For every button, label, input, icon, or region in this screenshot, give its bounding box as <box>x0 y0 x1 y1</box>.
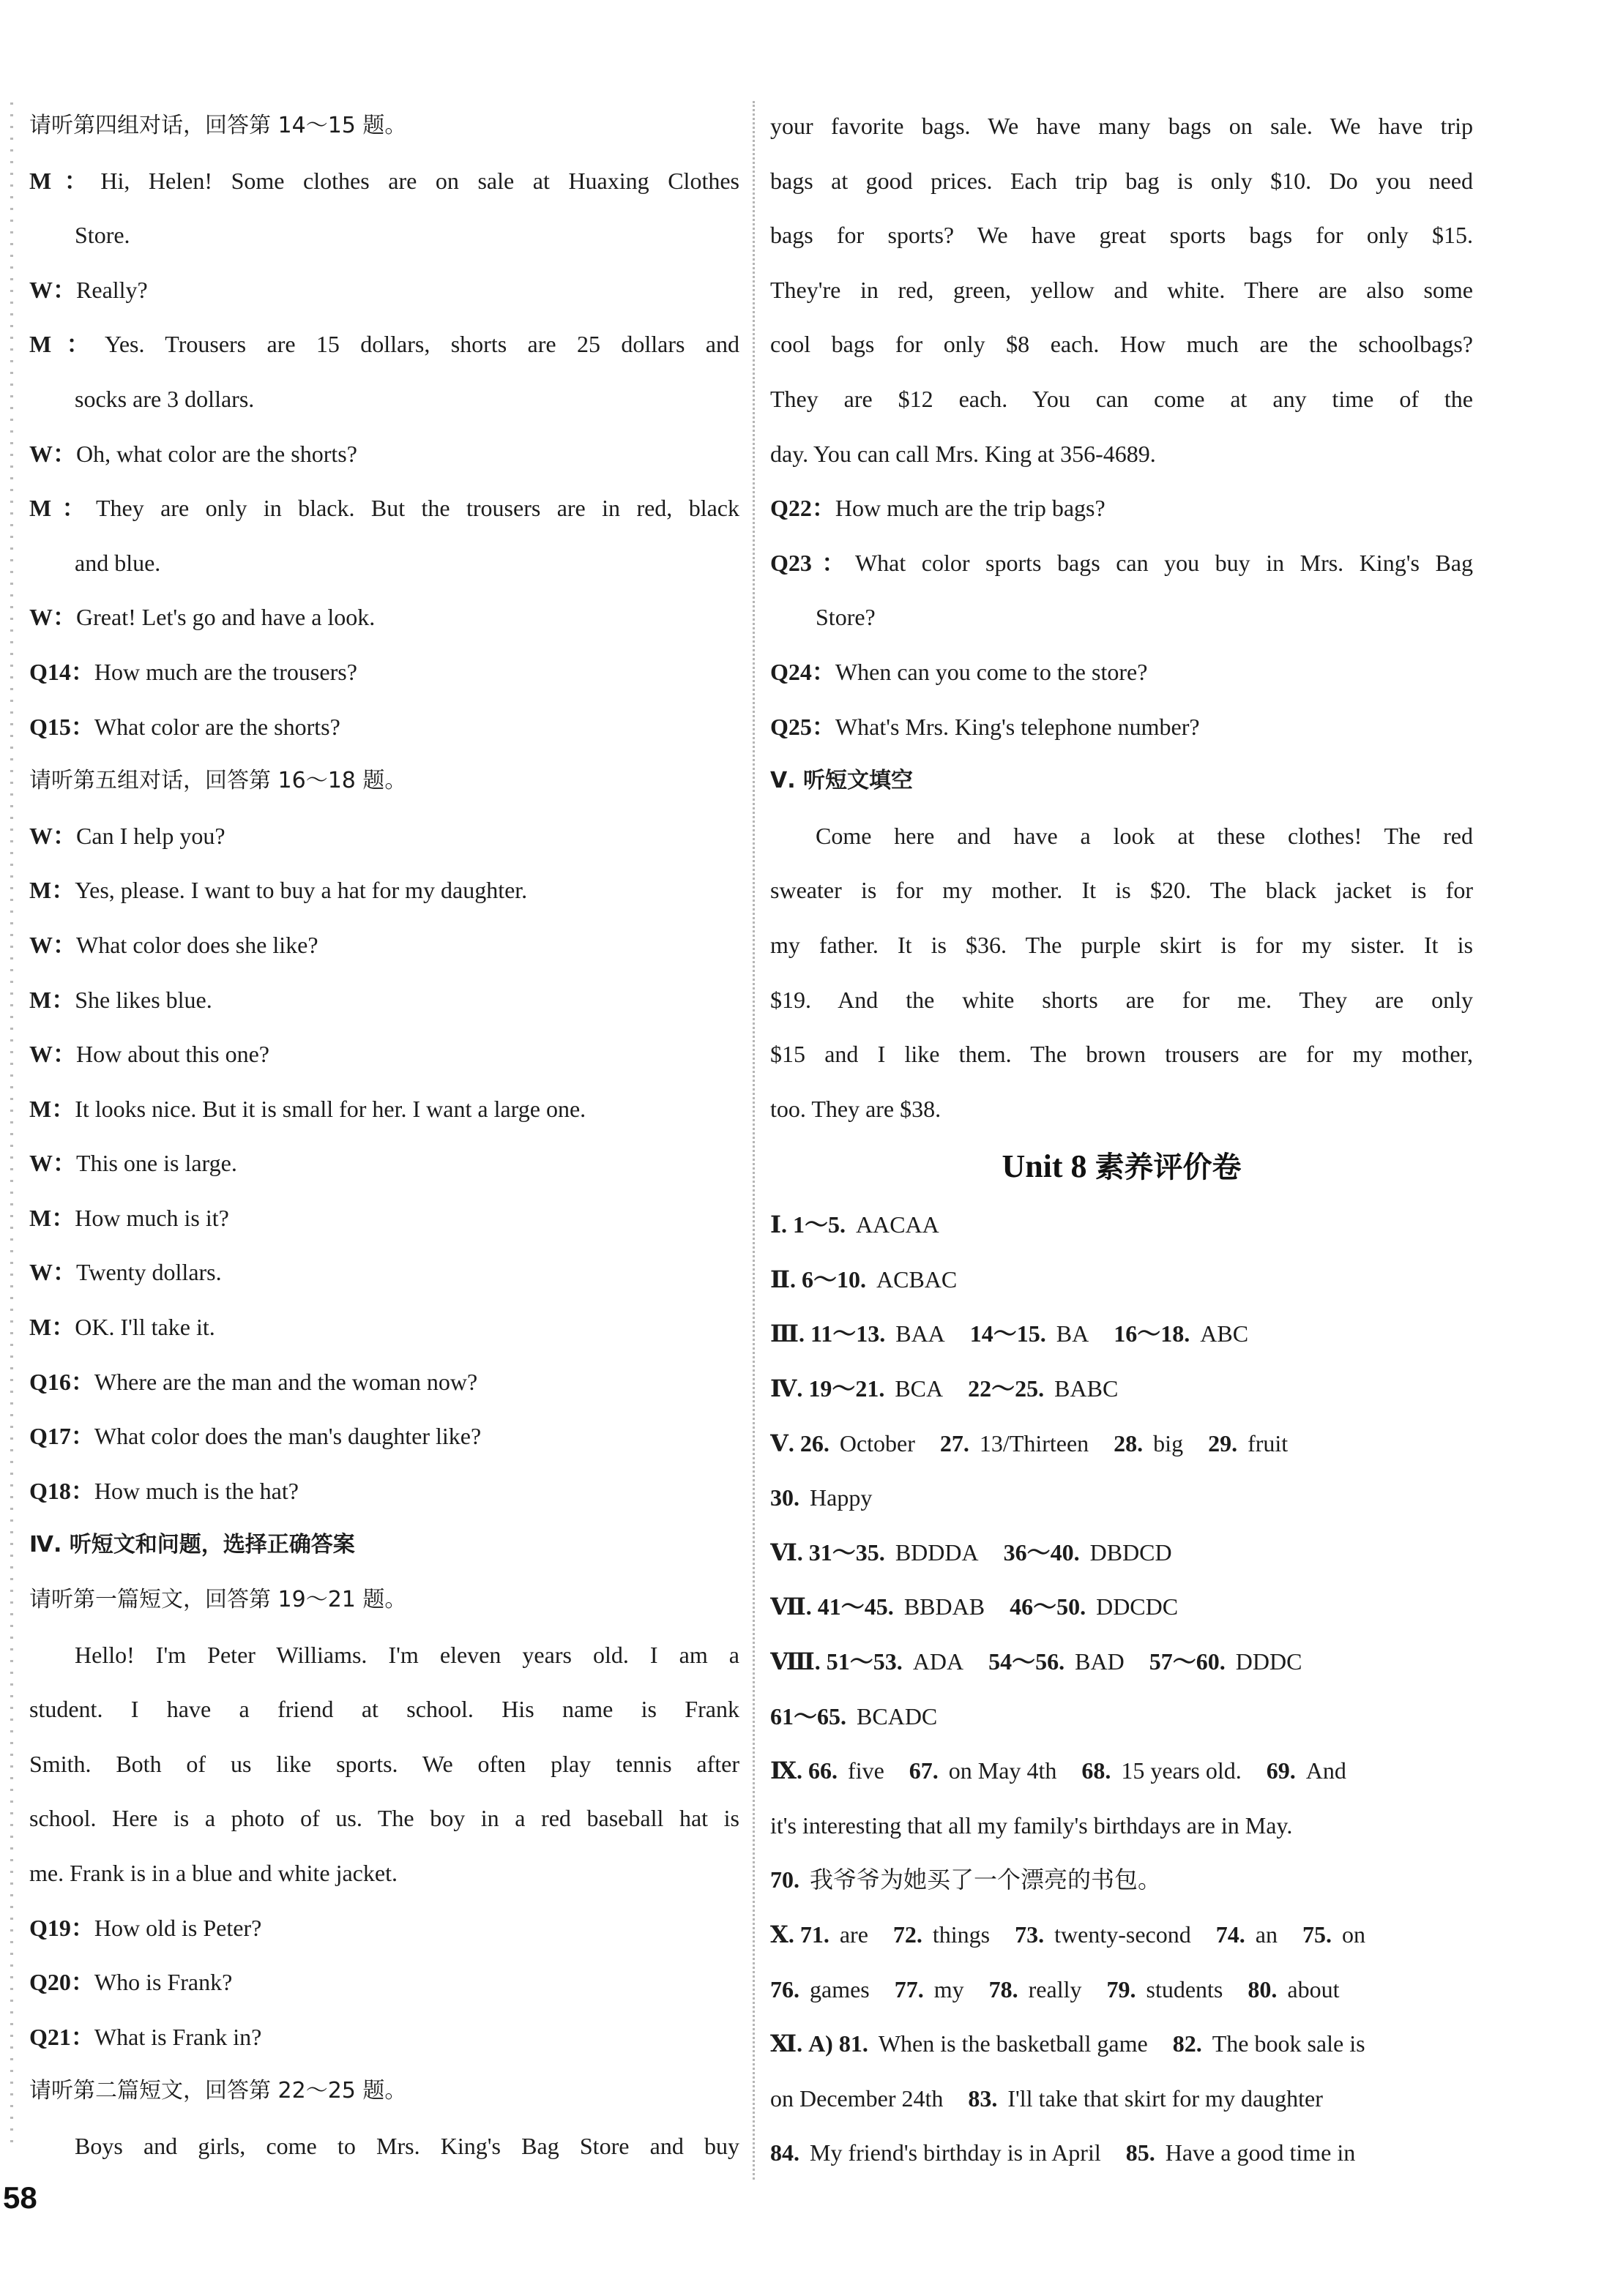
passage-line: day. You can call Mrs. King at 356-4689. <box>770 440 1156 467</box>
question-range: 57～60. <box>1149 1648 1226 1675</box>
question-range: 69. <box>1266 1757 1296 1784</box>
answer-continuation: it's interesting that all my family's birthdays are in May. <box>770 1811 1293 1839</box>
question-number: Q16： <box>29 1368 94 1395</box>
question-range: 14～15. <box>969 1320 1046 1347</box>
question-range: 73. <box>1015 1921 1045 1948</box>
answer-value: AACAA <box>855 1211 939 1238</box>
section-numeral: Ⅱ. <box>770 1265 802 1293</box>
answer-value: DDCDC <box>1096 1593 1179 1620</box>
passage-line: Smith. Both of us like sports. We often play tennis after <box>29 1750 739 1777</box>
answer-group <box>1081 1743 1241 1798</box>
question-text: What is Frank in? <box>94 2023 262 2050</box>
answer-group <box>1015 1907 1191 1962</box>
passage-line: They are $12 each. You can come at any time of the <box>770 385 1473 412</box>
speaker-label: W： <box>29 1041 77 1068</box>
answer-value: I'll take that skirt for my daughter <box>1007 2084 1323 2112</box>
dialogue-text: How about this one? <box>76 1041 269 1068</box>
answer-value: really <box>1028 1975 1082 2003</box>
section-intro: 请听第五组对话，回答第 16～18 题。 <box>29 768 407 794</box>
answer-group <box>989 1962 1082 2017</box>
answer-value: big <box>1153 1429 1184 1456</box>
column-divider <box>753 101 755 2180</box>
answer-value: DDDC <box>1235 1648 1302 1675</box>
question-range: 26. <box>799 1429 829 1456</box>
answer-line <box>770 1252 1473 1307</box>
dialogue-line <box>29 918 739 973</box>
answer-group <box>988 1634 1125 1689</box>
question-range: 19～21. <box>808 1375 885 1402</box>
passage-line: Come here and have a look at these clothes! The red <box>816 822 1473 849</box>
answer-value: BBDAB <box>903 1593 985 1620</box>
question-range: 27. <box>939 1429 969 1456</box>
answer-value: When is the basketball game <box>878 2030 1148 2057</box>
answer-value: on May 4th <box>948 1757 1057 1784</box>
passage-line: me. Frank is in a blue and white jacket. <box>29 1860 398 1886</box>
answer-line <box>770 2071 1473 2126</box>
answer-value: My friend's birthday is in April <box>810 2139 1101 2166</box>
section-numeral: Ⅷ. <box>770 1648 827 1675</box>
answer-line <box>770 1689 1473 1744</box>
question-text: Where are the man and the woman now? <box>94 1368 478 1395</box>
question-range: 46～50. <box>1010 1593 1086 1620</box>
question-text: What's Mrs. King's telephone number? <box>835 713 1200 740</box>
answer-group <box>893 1907 990 1962</box>
answer-value: ABC <box>1200 1320 1249 1347</box>
question-text: What color does the man's daughter like? <box>94 1423 482 1450</box>
section-heading: Ⅴ. 听短文填空 <box>770 768 914 794</box>
question-line <box>770 536 1473 591</box>
answer-value: my <box>933 1975 964 2003</box>
dialogue-text: This one is large. <box>76 1150 237 1177</box>
speaker-label: M： <box>29 495 96 522</box>
answer-group <box>970 1306 1089 1361</box>
answer-group <box>800 1907 868 1962</box>
answer-group <box>809 1525 979 1580</box>
section-numeral: Ⅴ. <box>770 1429 800 1456</box>
passage-line: too. They are $38. <box>770 1095 942 1122</box>
dialogue-line <box>29 809 739 864</box>
answer-group <box>1004 1525 1172 1580</box>
answer-value: an <box>1255 1921 1278 1948</box>
answer-group <box>808 2016 1148 2071</box>
answer-group <box>1126 2125 1355 2180</box>
question-range: 68. <box>1081 1757 1111 1784</box>
dialogue-line <box>29 1300 739 1355</box>
question-range: 6～10. <box>801 1265 866 1293</box>
question-range: 74. <box>1215 1921 1245 1948</box>
answer-value: 15 years old. <box>1121 1757 1242 1784</box>
question-range: 77. <box>894 1975 924 2003</box>
question-line <box>770 700 1473 755</box>
answer-group <box>1208 1416 1288 1471</box>
dialogue-line <box>29 590 739 645</box>
section-numeral: Ⅳ. <box>770 1375 809 1402</box>
question-range: 16～18. <box>1114 1320 1190 1347</box>
passage-line: student. I have a friend at school. His name is Frank <box>29 1696 739 1723</box>
answer-value: BABC <box>1054 1375 1119 1402</box>
question-range: 11～13. <box>810 1320 886 1347</box>
question-range: 76. <box>770 1975 799 2003</box>
question-number: Q17： <box>29 1423 94 1450</box>
question-continuation: Store? <box>816 604 876 631</box>
passage-line: bags for sports? We have great sports bags for only $15. <box>770 222 1473 249</box>
question-range: 82. <box>1172 2030 1202 2057</box>
dialogue-line <box>29 1082 739 1137</box>
answer-value: BDDDA <box>895 1538 979 1566</box>
question-text: How old is Peter? <box>94 1914 262 1941</box>
question-range: 71. <box>799 1921 829 1948</box>
question-number: Q25： <box>770 713 835 740</box>
question-number: Q18： <box>29 1477 94 1504</box>
passage-line: my father. It is $36. The purple skirt is for my sister. It is <box>770 931 1473 958</box>
dialogue-line <box>29 1245 739 1300</box>
question-line <box>29 1901 739 1956</box>
dialogue-line <box>29 317 739 372</box>
question-range: 61～65. <box>770 1702 847 1730</box>
answer-group <box>770 2125 1101 2180</box>
question-number: Q19： <box>29 1914 94 1941</box>
answer-group <box>1302 1907 1365 1962</box>
speaker-label: W： <box>29 1259 77 1286</box>
answer-group <box>808 1361 943 1416</box>
dialogue-line <box>29 481 739 536</box>
answer-line <box>770 2125 1473 2180</box>
question-line <box>29 1355 739 1410</box>
dialogue-continuation: Store. <box>75 222 130 249</box>
answer-group <box>968 2071 1323 2126</box>
section-intro: 请听第二篇短文，回答第 22～25 题。 <box>29 2078 407 2104</box>
dialogue-text: They are only in black. But the trousers are in red, black <box>96 495 739 522</box>
answer-value: games <box>810 1975 870 2003</box>
section-numeral: Ⅲ. <box>770 1320 810 1347</box>
section-numeral: Ⅹ. <box>770 1921 800 1948</box>
question-range: 79. <box>1106 1975 1136 2003</box>
answer-line <box>770 1361 1473 1416</box>
question-range: 41～45. <box>817 1593 894 1620</box>
answer-group <box>793 1197 939 1252</box>
question-range: 85. <box>1125 2139 1155 2166</box>
question-range: 54～56. <box>988 1648 1065 1675</box>
answer-group <box>1114 1416 1183 1471</box>
section-numeral: Ⅶ. <box>770 1593 818 1620</box>
question-line <box>29 645 739 700</box>
answer-line <box>770 1197 1473 1252</box>
answer-group <box>1149 1634 1302 1689</box>
question-range: 72. <box>892 1921 922 1948</box>
speaker-label: M： <box>29 1204 75 1231</box>
question-text: When can you come to the store? <box>835 658 1148 685</box>
section-numeral: Ⅵ. <box>770 1538 809 1566</box>
question-number: Q14： <box>29 658 94 685</box>
answer-value: BAD <box>1075 1648 1125 1675</box>
question-text: How much are the trousers? <box>94 658 357 685</box>
answer-line <box>770 1962 1473 2017</box>
question-text: How much are the trip bags? <box>835 495 1105 522</box>
answer-group <box>802 1252 957 1307</box>
speaker-label: W： <box>29 276 77 303</box>
answer-value: Have a good time in <box>1165 2139 1356 2166</box>
answer-value: ADA <box>912 1648 964 1675</box>
question-line <box>29 1464 739 1519</box>
answer-line <box>770 1579 1473 1634</box>
dialogue-line <box>29 1136 739 1191</box>
question-range: 22～25. <box>968 1375 1045 1402</box>
answer-value: fruit <box>1248 1429 1289 1456</box>
answer-value: five <box>848 1757 884 1784</box>
dialogue-line <box>29 863 739 918</box>
question-range: 70. <box>770 1866 799 1893</box>
answer-value: Happy <box>810 1484 873 1511</box>
dialogue-line <box>29 427 739 482</box>
answer-text: on December 24th <box>770 2084 944 2112</box>
answer-group <box>1114 1306 1248 1361</box>
dialogue-text: Oh, what color are the shorts? <box>76 440 357 467</box>
question-line <box>29 700 739 755</box>
question-number: Q20： <box>29 1969 94 1996</box>
question-range: 29. <box>1208 1429 1238 1456</box>
dialogue-line <box>29 1191 739 1246</box>
answer-value: on <box>1341 1921 1365 1948</box>
question-range: 80. <box>1248 1975 1278 2003</box>
passage-line: $15 and I like them. The brown trousers are for my mother, <box>770 1041 1473 1068</box>
question-line <box>29 2010 739 2065</box>
right-column <box>770 99 1473 2180</box>
dialogue-text: Can I help you? <box>76 822 225 849</box>
unit-title <box>770 1136 1473 1197</box>
unit-title-cn: 素养评价卷 <box>1095 1151 1242 1185</box>
answer-line <box>770 1470 1473 1525</box>
answer-group <box>827 1634 963 1689</box>
question-line <box>29 1955 739 2010</box>
answer-line <box>770 1634 1473 1689</box>
answer-value: DBDCD <box>1089 1538 1172 1566</box>
question-range: 1～5. <box>792 1211 846 1238</box>
question-range: 66. <box>808 1757 838 1784</box>
speaker-label: W： <box>29 1150 77 1177</box>
answer-line <box>770 2016 1473 2071</box>
section-intro: 请听第四组对话，回答第 14～15 题。 <box>29 113 407 138</box>
answer-line <box>770 1907 1473 1962</box>
speaker-label: M： <box>29 986 75 1013</box>
question-range: 78. <box>988 1975 1018 2003</box>
question-range: 67. <box>909 1757 939 1784</box>
question-text: Who is Frank? <box>94 1969 233 1996</box>
dialogue-line <box>29 154 739 209</box>
speaker-label: W： <box>29 822 77 849</box>
question-text: What color sports bags can you buy in Mrs. King's Bag <box>854 549 1473 576</box>
question-range: 51～53. <box>826 1648 903 1675</box>
answer-line <box>770 1525 1473 1580</box>
answer-group <box>1173 2016 1365 2071</box>
question-range: 75. <box>1302 1921 1332 1948</box>
question-number: Q24： <box>770 658 835 685</box>
answer-group <box>895 1962 964 2017</box>
answer-value: And <box>1305 1757 1346 1784</box>
left-column <box>29 99 739 2174</box>
dialogue-text: OK. I'll take it. <box>75 1314 215 1341</box>
answer-value: 13/Thirteen <box>979 1429 1089 1456</box>
dialogue-line <box>29 973 739 1028</box>
answer-value: October <box>839 1429 915 1456</box>
answer-value: about <box>1287 1975 1340 2003</box>
passage-line: cool bags for only $8 each. How much are the schoolbags? <box>770 331 1473 358</box>
passage-line: school. Here is a photo of us. The boy in a red baseball hat is <box>29 1805 739 1832</box>
section-heading: Ⅳ. 听短文和问题，选择正确答案 <box>29 1532 355 1558</box>
question-range: 30. <box>770 1484 799 1511</box>
dialogue-text: It looks nice. But it is small for her. I want a large one. <box>75 1095 586 1122</box>
answer-value: things <box>932 1921 991 1948</box>
question-range: 31～35. <box>808 1538 885 1566</box>
answer-value: students <box>1146 1975 1223 2003</box>
question-line <box>29 1409 739 1464</box>
answer-group <box>770 1852 1161 1907</box>
question-range: 28. <box>1114 1429 1144 1456</box>
answer-line <box>770 1852 1473 1907</box>
question-text: How much is the hat? <box>94 1477 299 1504</box>
question-number: Q15： <box>29 713 94 740</box>
dialogue-text: Really? <box>76 276 148 303</box>
answer-group <box>909 1743 1057 1798</box>
passage-line: $19. And the white shorts are for me. They are only <box>770 986 1473 1013</box>
section-numeral: Ⅺ. <box>770 2030 809 2057</box>
section-numeral: Ⅰ. <box>770 1211 793 1238</box>
unit-title-en: Unit 8 <box>1002 1148 1095 1185</box>
speaker-label: M： <box>29 877 75 904</box>
dialogue-text: Twenty dollars. <box>76 1259 222 1286</box>
question-line <box>770 481 1473 536</box>
speaker-label: M： <box>29 331 105 358</box>
dialogue-line <box>29 1027 739 1082</box>
answer-value: twenty-second <box>1054 1921 1191 1948</box>
answer-group <box>770 1962 870 2017</box>
dialogue-text: Yes, please. I want to buy a hat for my daughter. <box>75 877 528 904</box>
answer-group <box>808 1743 884 1798</box>
passage-line: bags at good prices. Each trip bag is only $10. Do you need <box>770 167 1473 194</box>
dialogue-text: Hi, Helen! Some clothes are on sale at Huaxing Clothes <box>100 167 739 194</box>
answer-group <box>968 1361 1118 1416</box>
answer-group <box>1216 1907 1278 1962</box>
answer-value: BCADC <box>857 1702 938 1730</box>
dialogue-continuation: and blue. <box>75 549 161 576</box>
speaker-label: W： <box>29 440 77 467</box>
question-number: Q21： <box>29 2023 94 2050</box>
dialogue-text: What color does she like? <box>76 931 318 958</box>
answer-group <box>770 1470 872 1525</box>
question-text: What color are the shorts? <box>94 713 340 740</box>
answer-line <box>770 1743 1473 1798</box>
question-range: 84. <box>770 2139 799 2166</box>
dialogue-text: Yes. Trousers are 15 dollars, shorts are 25 dollars and <box>104 331 739 358</box>
answer-value: 我爷爷为她买了一个漂亮的书包。 <box>810 1866 1162 1894</box>
question-range: 36～40. <box>1003 1538 1080 1566</box>
question-number: Q23： <box>770 549 855 576</box>
page-edge-dots <box>10 102 13 2152</box>
answer-group <box>800 1416 915 1471</box>
section-intro: 请听第一篇短文，回答第 19～21 题。 <box>29 1587 407 1613</box>
answer-value: are <box>839 1921 868 1948</box>
section-numeral: Ⅸ. <box>770 1757 809 1784</box>
answer-group <box>940 1416 1089 1471</box>
question-line <box>770 645 1473 700</box>
question-range: A) 81. <box>808 2030 868 2057</box>
answer-value: BA <box>1056 1320 1089 1347</box>
passage-line: sweater is for my mother. It is $20. The black jacket is for <box>770 877 1473 904</box>
question-range: 83. <box>968 2084 998 2112</box>
answer-group <box>770 1689 937 1744</box>
answer-group <box>810 1306 945 1361</box>
dialogue-text: Great! Let's go and have a look. <box>76 604 376 631</box>
answer-group <box>818 1579 985 1634</box>
answer-group <box>1010 1579 1178 1634</box>
answer-group <box>1106 1962 1223 2017</box>
speaker-label: M： <box>29 167 101 194</box>
answer-value: BCA <box>895 1375 944 1402</box>
answer-line <box>770 1416 1473 1471</box>
dialogue-line <box>29 263 739 318</box>
answer-group <box>1267 1743 1346 1798</box>
speaker-label: W： <box>29 604 77 631</box>
dialogue-text: How much is it? <box>75 1204 229 1231</box>
question-number: Q22： <box>770 495 835 522</box>
speaker-label: M： <box>29 1095 75 1122</box>
dialogue-text: She likes blue. <box>75 986 212 1013</box>
speaker-label: M： <box>29 1314 75 1341</box>
passage-line: They're in red, green, yellow and white. There are also some <box>770 276 1473 303</box>
passage-line: your favorite bags. We have many bags on sale. We have trip <box>770 113 1473 139</box>
page-number: 58 <box>3 2180 37 2215</box>
passage-line: Hello! I'm Peter Williams. I'm eleven years old. I am a <box>75 1641 739 1668</box>
dialogue-continuation: socks are 3 dollars. <box>75 385 255 412</box>
passage-line: Boys and girls, come to Mrs. King's Bag Store and buy <box>75 2132 739 2159</box>
speaker-label: W： <box>29 931 77 958</box>
answer-value: BAA <box>895 1320 945 1347</box>
answer-group <box>1248 1962 1339 2017</box>
answer-line <box>770 1306 1473 1361</box>
answer-value: ACBAC <box>876 1265 958 1293</box>
answer-value: The book sale is <box>1212 2030 1365 2057</box>
